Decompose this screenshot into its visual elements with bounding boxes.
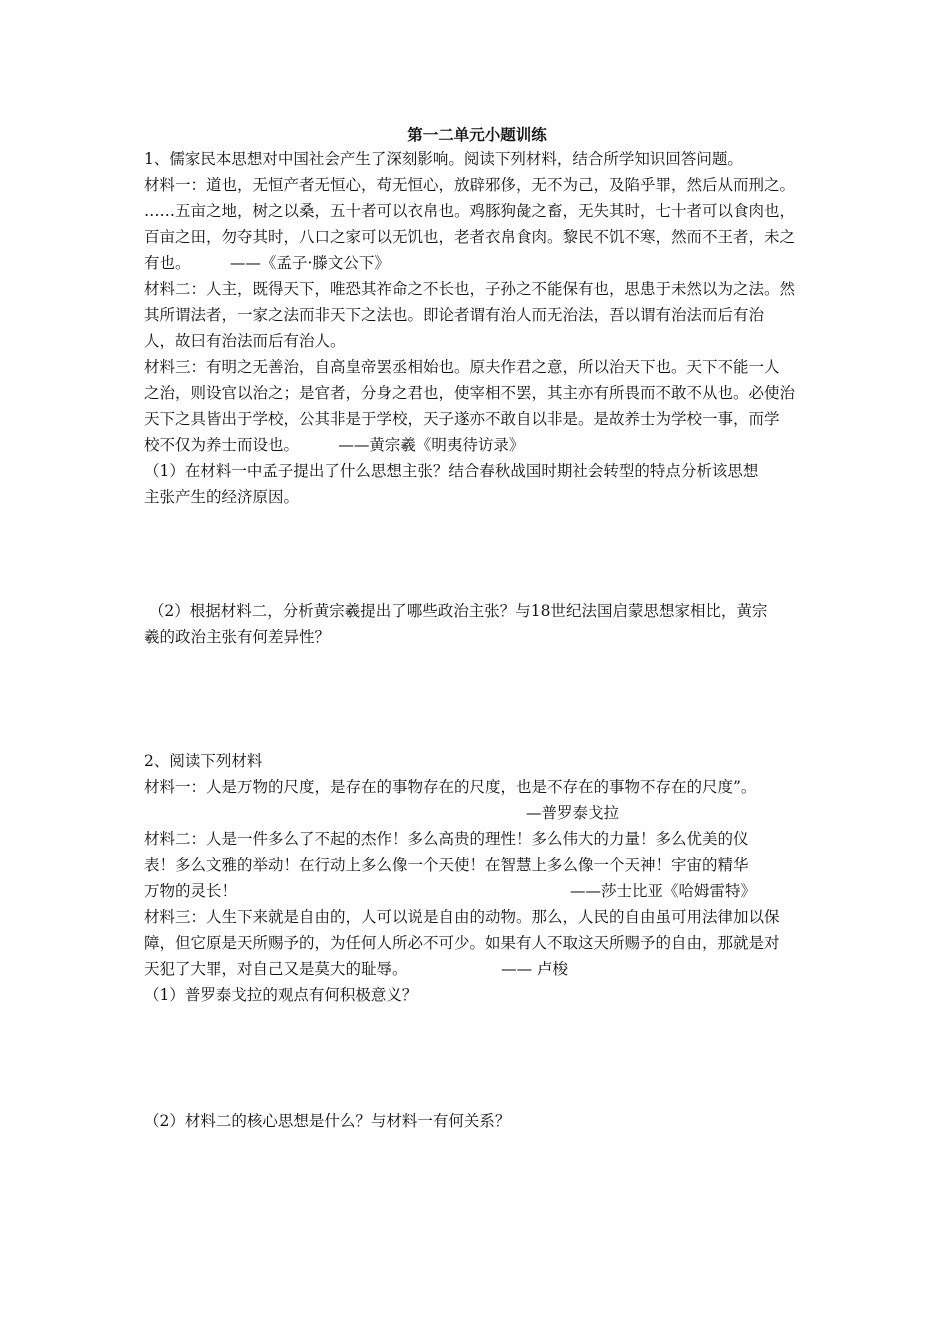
q2-material2-source: ——莎士比亚《哈姆雷特》 [570, 882, 757, 900]
q2-material3-line2: 障，但它原是天所赐予的，为任何人所必不可少。如果有人不取这天所赐予的自由，那就是对 [144, 934, 780, 952]
q1-material3-line4: 校不仅为养士而设也。 ——黄宗羲《明夷待访录》 [144, 436, 525, 454]
q2-sub2: （2）材料二的核心思想是什么？与材料一有何关系？ [144, 1112, 511, 1130]
q2-material2-line2: 表！多么文雅的举动！在行动上多么像一个天使！在智慧上多么像一个天神！宇宙的精华 [144, 856, 749, 874]
q1-sub1-line1: （1）在材料一中孟子提出了什么思想主张？结合春秋战国时期社会转型的特点分析该思想 [144, 462, 759, 480]
page-title: 第一二单元小题训练 [407, 125, 547, 144]
answer-space [144, 1008, 810, 1108]
q1-sub2-line2: 羲的政治主张有何差异性？ [144, 628, 331, 646]
q2-sub1: （1）普罗泰戈拉的观点有何积极意义？ [144, 986, 418, 1004]
q2-material2-line3-row [144, 878, 810, 904]
q1-material2-line1: 材料二：人主，既得天下，唯恐其祚命之不长也，子孙之不能保有也，思患于未然以为之法。然 [144, 280, 796, 298]
document-page [144, 124, 810, 1134]
q2-material2-line3: 万物的灵长！ [144, 882, 238, 900]
q1-material1-line3: 百亩之田，勿夺其时，八口之家可以无饥也，老者衣帛食肉。黎民不饥不寒，然而不王者，未之 [144, 228, 796, 246]
q1-material3-line2: 之治，则设官以治之；是官者，分身之君也，使宰相不罢，其主亦有所畏而不敢不从也。必使治 [144, 384, 796, 402]
q1-material2-line2: 其所谓法者，一家之法而非天下之法也。即论者谓有治人而无治法，吾以谓有治法而后有治 [144, 306, 765, 324]
q1-intro: 1、儒家民本思想对中国社会产生了深刻影响。阅读下列材料，结合所学知识回答问题。 [144, 150, 743, 168]
q1-material3-line1: 材料三：有明之无善治，自高皇帝罢丞相始也。原夫作君之意，所以治天下也。天下不能一人 [144, 358, 780, 376]
q1-material1-line4: 有也。 ——《孟子·滕文公下》 [144, 254, 390, 272]
q1-material1-line2: ……五亩之地，树之以桑，五十者可以衣帛也。鸡豚狗彘之畜，无失其时，七十者可以食肉也， [144, 202, 796, 220]
q2-intro: 2、阅读下列材料 [144, 752, 263, 770]
q1-material1-line1: 材料一：道也，无恒产者无恒心，苟无恒心，放辟邪侈，无不为己，及陷乎罪，然后从而刑之。 [144, 176, 796, 194]
answer-space [144, 650, 810, 748]
q2-material1-source: —普罗泰戈拉 [526, 804, 620, 822]
q2-material3-line1: 材料三：人生下来就是自由的，人可以说是自由的动物。那么，人民的自由虽可用法律加以保 [144, 908, 780, 926]
answer-space [144, 510, 810, 598]
q1-sub1-line2: 主张产生的经济原因。 [144, 488, 300, 506]
q1-material2-line3: 人，故曰有治法而后有治人。 [144, 332, 346, 350]
q1-sub2-line1: （2）根据材料二，分析黄宗羲提出了哪些政治主张？与18世纪法国启蒙思想家相比，黄宗 [144, 602, 768, 620]
q2-material1-line1: 材料一：人是万物的尺度，是存在的事物存在的尺度，也是不存在的事物不存在的尺度”。 [144, 778, 757, 796]
q1-material3-line3: 天下之具皆出于学校，公其非是于学校，天子遂亦不敢自以非是。是故养士为学校一事，而学 [144, 410, 780, 428]
q2-material2-line1: 材料二：人是一件多么了不起的杰作！多么高贵的理性！多么伟大的力量！多么优美的仪 [144, 830, 749, 848]
q2-material3-line3: 天犯了大罪，对自己又是莫大的耻辱。 —— 卢梭 [144, 960, 569, 978]
